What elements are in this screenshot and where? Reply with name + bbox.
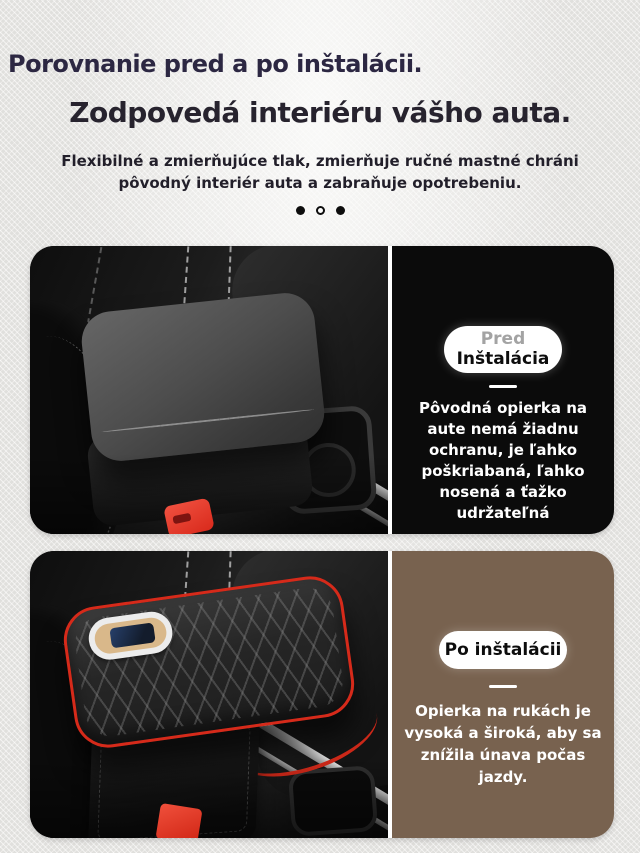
photo-before-armrest (30, 246, 388, 534)
info-column-after (392, 551, 614, 838)
carousel-dots (0, 206, 640, 215)
after-badge (439, 631, 567, 669)
carousel-dot-2[interactable] (316, 206, 325, 215)
seatbelt-buckle (155, 803, 202, 838)
carousel-dot-3[interactable] (336, 206, 345, 215)
photo-after-armrest (30, 551, 388, 838)
divider-line (489, 385, 517, 388)
info-column-before (392, 246, 614, 534)
before-badge-bottom-label: Inštalácia (456, 348, 550, 369)
subtitle-line-2: pôvodný interiér auta a zabraňuje opotrebeniu. (118, 174, 522, 192)
subtitle (0, 150, 640, 194)
phone-in-holder (109, 622, 155, 648)
page-title: Zodpovedá interiéru vášho auta. (69, 96, 571, 129)
before-badge-top-label: Pred (480, 328, 526, 349)
divider-line (489, 685, 517, 688)
comparison-panel-after (30, 551, 614, 838)
before-description: Pôvodná opierka na aute nemá žiadnu ochranu, je ľahko poškriabaná, ľahko nosená a ťažko udržateľná (418, 399, 588, 522)
floor-shadow (30, 758, 388, 838)
carousel-dot-1[interactable] (296, 206, 305, 215)
before-badge (444, 326, 562, 373)
subtitle-line-1: Flexibilné a zmierňujúce tlak, zmierňuje ručné mastné chráni (61, 152, 579, 170)
seatbelt-buckle-slot (172, 513, 191, 525)
after-badge-label: Po inštalácii (444, 640, 562, 660)
diamond-quilting-pattern (72, 584, 346, 739)
after-description: Opierka na rukách je vysoká a široká, aby sa znížila únava počas jazdy. (404, 702, 602, 786)
kicker-heading: Porovnanie pred a po inštalácii. (8, 50, 423, 78)
comparison-panel-before (30, 246, 614, 534)
armrest-stitch-seam (101, 409, 314, 433)
armrest-lid (79, 290, 327, 464)
